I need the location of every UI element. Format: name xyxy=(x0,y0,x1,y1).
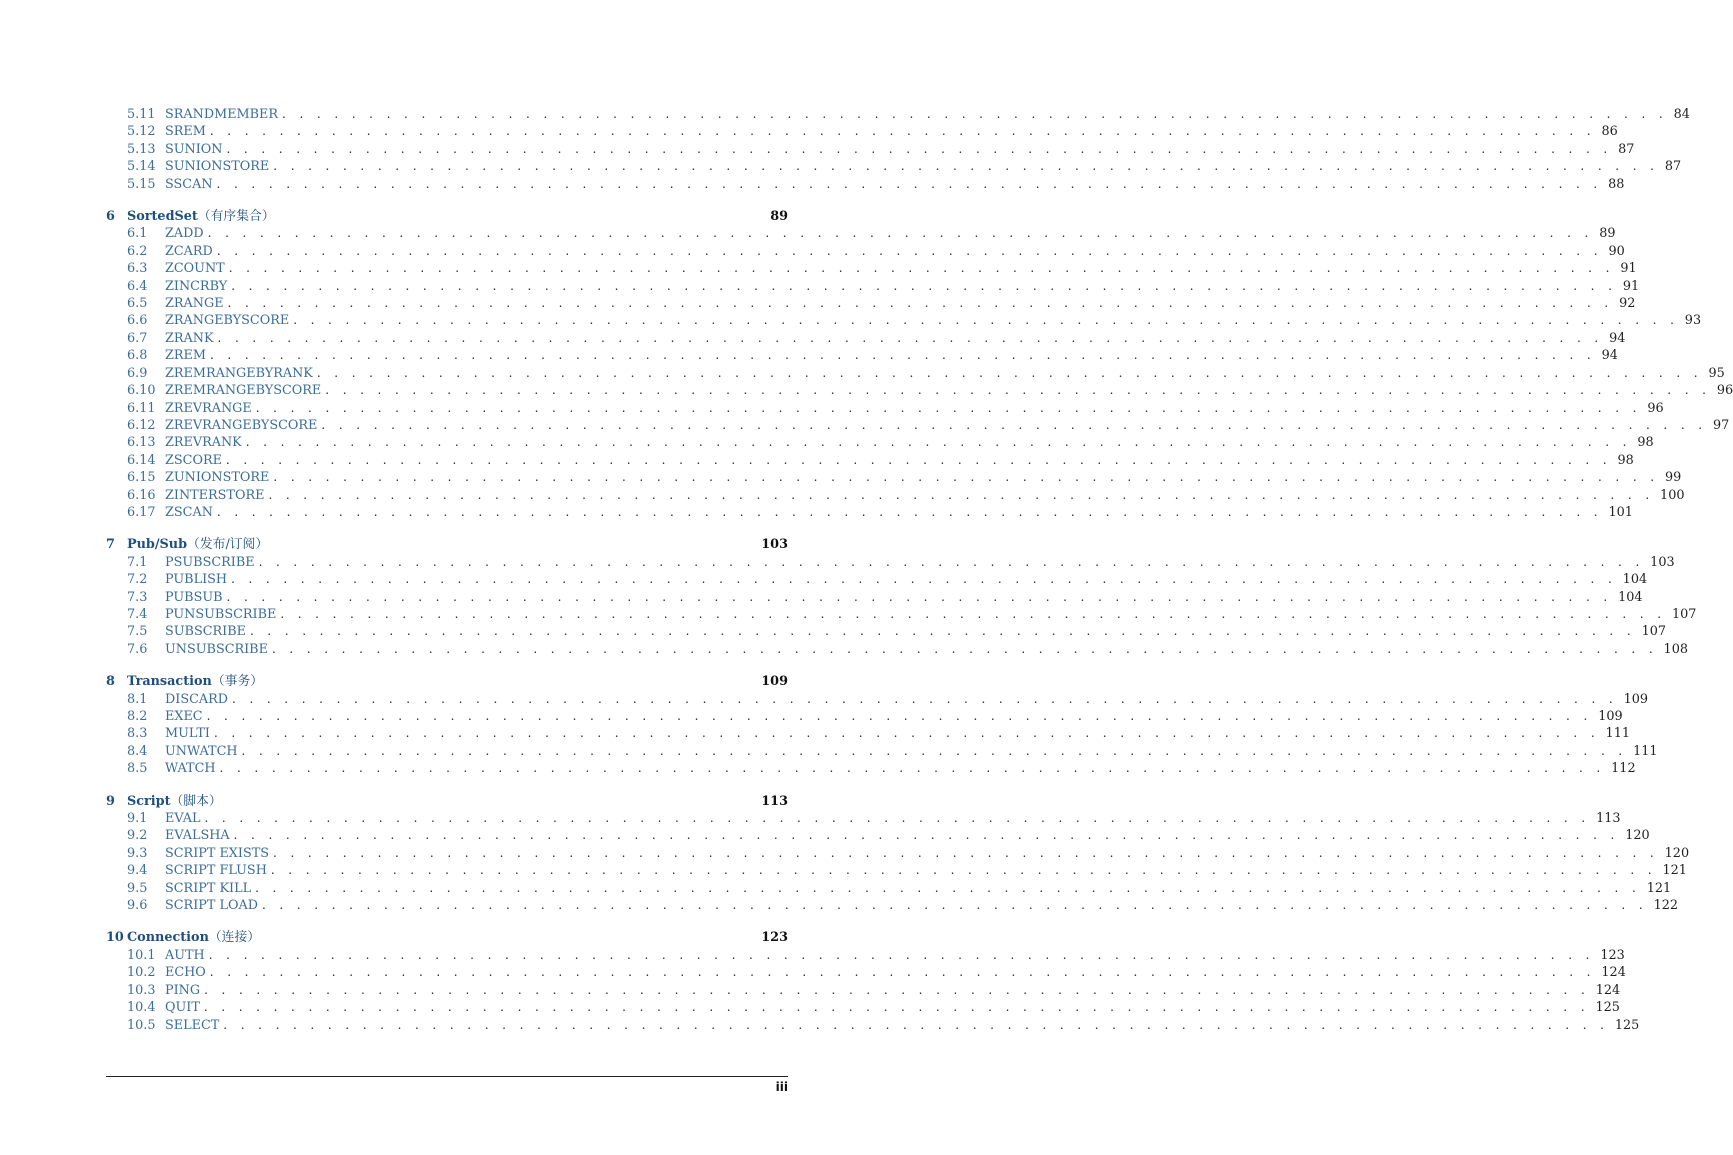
entry-title-link[interactable]: ZCARD xyxy=(165,243,213,259)
dot-leader: . . . . . . . . . . . . . . . . . . . . . . . . . . . . . . . . . . . . . . . . . . . . . . . . . . . . . . . . . . . . . . . . . . . . . . . . . . . . . . . . xyxy=(228,261,1615,276)
dot-leader: . . . . . . . . . . . . . . . . . . . . . . . . . . . . . . . . . . . . . . . . . . . . . . . . . . . . . . . . . . . . . . . . . . . . . . . . . . . . . . . . xyxy=(316,365,1703,380)
entry-number: 10.4 xyxy=(127,1000,156,1016)
chapter-title-chinese: （有序集合） xyxy=(197,209,275,225)
entry-page-number[interactable]: 111 xyxy=(1605,726,1630,742)
toc-entry[interactable] xyxy=(106,641,1688,658)
entry-title-link[interactable]: ZRANGEBYSCORE xyxy=(165,313,290,329)
entry-title-link[interactable]: ZINTERSTORE xyxy=(165,487,265,503)
entry-number: 8.1 xyxy=(127,691,148,707)
dot-leader: . . . . . . . . . . . . . . . . . . . . . . . . . . . . . . . . . . . . . . . . . . . . . . . . . . . . . . . . . . . . . . . . . . . . . . . . . . . . . . . . xyxy=(227,296,1614,311)
dot-leader: . . . . . . . . . . . . . . . . . . . . . . . . . . . . . . . . . . . . . . . . . . . . . . . . . . . . . . . . . . . . . . . . . . . . . . . . . . . . . . . . xyxy=(280,606,1666,621)
dot-leader: . . . . . . . . . . . . . . . . . . . . . . . . . . . . . . . . . . . . . . . . . . . . . . . . . . . . . . . . . . . . . . . . . . . . . . . . . . . . . . . . xyxy=(216,243,1603,258)
entry-title-link[interactable]: ZRANGE xyxy=(165,296,224,312)
toc-entry[interactable] xyxy=(106,365,1725,382)
dot-leader: . . . . . . . . . . . . . . . . . . . . . . . . . . . . . . . . . . . . . . . . . . . . . . . . . . . . . . . . . . . . . . . . . . . . . . . . . . . . . . . . xyxy=(206,709,1593,723)
chapter-title-text: Transaction xyxy=(127,674,212,690)
dot-leader: . . . . . . . . . . . . . . . . . . . . . . . . . . . . . . . . . . . . . . . . . . . . . . . . . . . . . . . . . . . . . . . . . . . . . . . . . . . . . . . . xyxy=(273,159,1659,174)
entry-number: 9.2 xyxy=(127,828,148,844)
entry-number: 10.2 xyxy=(127,965,156,981)
dot-leader: . . . . . . . . . . . . . . . . . . . . . . . . . . . . . . . . . . . . . . . . . . . . . . . . . . . . . . . . . . . . . . . . . . . . . . . . . . . . . . . . xyxy=(282,107,1668,121)
entry-title-link[interactable]: SCRIPT FLUSH xyxy=(165,863,267,879)
toc-entry[interactable] xyxy=(106,947,1625,964)
entry-page-number[interactable]: 111 xyxy=(1633,743,1658,759)
chapter-number: 10 xyxy=(106,930,124,946)
entry-page-number[interactable]: 98 xyxy=(1637,435,1654,451)
entry-page-number[interactable]: 90 xyxy=(1608,243,1625,259)
toc-entry[interactable] xyxy=(106,880,1672,897)
entry-number: 6.9 xyxy=(127,365,148,381)
footer-rule xyxy=(106,1076,788,1077)
toc-entry[interactable] xyxy=(106,347,1618,364)
dot-leader: . . . . . . . . . . . . . . . . . . . . . . . . . . . . . . . . . . . . . . . . . . . . . . . . . . . . . . . . . . . . . . . . . . . . . . . . . . . . . . . . xyxy=(209,124,1596,139)
toc-entry[interactable] xyxy=(106,330,1626,347)
dot-leader: . . . . . . . . . . . . . . . . . . . . . . . . . . . . . . . . . . . . . . . . . . . . . . . . . . . . . . . . . . . . . . . . . . . . . . . . . . . . . . . . xyxy=(231,572,1617,587)
entry-number: 6.8 xyxy=(127,348,148,364)
toc-entry[interactable] xyxy=(106,554,1675,571)
toc-entry[interactable] xyxy=(106,158,1682,175)
toc-entry[interactable] xyxy=(106,827,1650,844)
entry-page-number[interactable]: 100 xyxy=(1660,487,1685,503)
dot-leader: . . . . . . . . . . . . . . . . . . . . . . . . . . . . . . . . . . . . . . . . . . . . . . . . . . . . . . . . . . . . . . . . . . . . . . . . . . . . . . . . xyxy=(217,330,1604,345)
entry-title-link[interactable]: ZCOUNT xyxy=(165,261,225,277)
toc-entry[interactable] xyxy=(106,964,1626,981)
dot-leader: . . . . . . . . . . . . . . . . . . . . . . . . . . . . . . . . . . . . . . . . . . . . . . . . . . . . . . . . . . . . . . . . . . . . . . . . . . . . . . . . xyxy=(325,383,1711,398)
chapter-list xyxy=(106,208,1733,1034)
entry-number: 7.5 xyxy=(127,624,148,640)
toc-entry[interactable] xyxy=(106,760,1636,777)
dot-leader: . . . . . . . . . . . . . . . . . . . . . . . . . . . . . . . . . . . . . . . . . . . . . . . . . . . . . . . . . . . . . . . . . . . . . . . . . . . . . . . . xyxy=(241,743,1628,758)
toc-entry[interactable] xyxy=(106,123,1618,140)
chapter-title-chinese: （发布/订阅） xyxy=(187,537,269,553)
toc-entry[interactable] xyxy=(106,897,1678,914)
entry-number: 9.5 xyxy=(127,880,148,896)
entry-title-link[interactable]: PUBSUB xyxy=(165,589,223,605)
entry-title-link[interactable]: PUNSUBSCRIBE xyxy=(165,606,277,622)
entry-title-link[interactable]: SCRIPT LOAD xyxy=(165,898,258,914)
entry-number: 9.4 xyxy=(127,863,148,879)
toc-entry[interactable] xyxy=(106,504,1633,521)
dot-leader: . . . . . . . . . . . . . . . . . . . . . . . . . . . . . . . . . . . . . . . . . . . . . . . . . . . . . . . . . . . . . . . . . . . . . . . . . . . . . . . . xyxy=(271,641,1658,656)
chapter-heading[interactable] xyxy=(106,929,788,946)
toc-entry[interactable] xyxy=(106,487,1685,504)
entry-title-link[interactable]: SREM xyxy=(165,124,206,140)
dot-leader: . . . . . . . . . . . . . . . . . . . . . . . . . . . . . . . . . . . . . . . . . . . . . . . . . . . . . . . . . . . . . . . . . . . . . . . . . . . . . . . . xyxy=(245,435,1632,450)
entry-title-link[interactable]: SUNIONSTORE xyxy=(165,159,270,175)
dot-leader: . . . . . . . . . . . . . . . . . . . . . . . . . . . . . . . . . . . . . . . . . . . . . . . . . . . . . . . . . . . . . . . . . . . . . . . . . . . . . . . . xyxy=(321,417,1708,432)
entry-title-link[interactable]: SCRIPT EXISTS xyxy=(165,845,270,861)
chapter-title-text: SortedSet xyxy=(127,209,198,225)
entry-page-number[interactable]: 94 xyxy=(1601,348,1618,364)
entry-number: 10.3 xyxy=(127,982,156,998)
entry-title-link[interactable]: ZINCRBY xyxy=(165,278,228,294)
entry-number: 9.1 xyxy=(127,811,148,827)
entry-page-number[interactable]: 104 xyxy=(1622,572,1648,588)
entry-page-number[interactable]: 91 xyxy=(1622,278,1640,294)
entry-title-link[interactable]: ZREMRANGEBYRANK xyxy=(165,365,313,381)
entry-page-number[interactable]: 103 xyxy=(1650,554,1675,570)
chapter-title-link[interactable] xyxy=(127,929,761,946)
entry-title-link[interactable]: EXEC xyxy=(165,709,203,724)
entry-number: 7.4 xyxy=(127,606,148,622)
entry-title-link[interactable]: ZSCORE xyxy=(165,452,222,468)
entry-title-link[interactable]: PING xyxy=(165,982,201,998)
entry-title-link[interactable]: EVAL xyxy=(165,811,201,827)
entry-title-link[interactable]: ZADD xyxy=(165,226,204,242)
dot-leader: . . . . . . . . . . . . . . . . . . . . . . . . . . . . . . . . . . . . . . . . . . . . . . . . . . . . . . . . . . . . . . . . . . . . . . . . . . . . . . . . xyxy=(255,880,1641,895)
toc-entry[interactable] xyxy=(106,260,1637,277)
chapter-number: 6 xyxy=(106,209,115,225)
entry-page-number[interactable]: 123 xyxy=(1600,947,1625,963)
dot-leader: . . . . . . . . . . . . . . . . . . . . . . . . . . . . . . . . . . . . . . . . . . . . . . . . . . . . . . . . . . . . . . . . . . . . . . . . . . . . . . . . xyxy=(249,624,1636,639)
chapter-title-link[interactable] xyxy=(127,536,761,553)
entry-page-number[interactable]: 89 xyxy=(1599,226,1616,242)
dot-leader: . . . . . . . . . . . . . . . . . . . . . . . . . . . . . . . . . . . . . . . . . . . . . . . . . . . . . . . . . . . . . . . . . . . . . . . . . . . . . . . . xyxy=(268,487,1655,502)
dot-leader: . . . . . . . . . . . . . . . . . . . . . . . . . . . . . . . . . . . . . . . . . . . . . . . . . . . . . . . . . . . . . . . . . . . . . . . . . . . . . . . . xyxy=(258,554,1645,569)
entry-number: 7.1 xyxy=(127,554,148,570)
entry-title-link[interactable]: ZREVRANK xyxy=(165,435,242,451)
entry-number: 10.1 xyxy=(127,947,156,963)
entry-title-link[interactable]: SUBSCRIBE xyxy=(165,624,246,640)
dot-leader: . . . . . . . . . . . . . . . . . . . . . . . . . . . . . . . . . . . . . . . . . . . . . . . . . . . . . . . . . . . . . . . . . . . . . . . . . . . . . . . . xyxy=(209,965,1596,980)
entry-page-number[interactable]: 107 xyxy=(1641,624,1666,640)
chapter-title-link[interactable] xyxy=(127,208,770,225)
entry-title-link[interactable]: SELECT xyxy=(165,1017,220,1033)
entry-page-number[interactable]: 120 xyxy=(1664,845,1690,861)
entry-title-link[interactable]: UNSUBSCRIBE xyxy=(165,641,268,657)
dot-leader: . . . . . . . . . . . . . . . . . . . . . . . . . . . . . . . . . . . . . . . . . . . . . . . . . . . . . . . . . . . . . . . . . . . . . . . . . . . . . . . . xyxy=(208,947,1595,962)
entry-page-number[interactable]: 121 xyxy=(1662,863,1687,879)
entry-title-link[interactable]: SUNION xyxy=(165,141,223,157)
chapter-title-chinese: （事务） xyxy=(211,674,264,690)
entry-number: 5.12 xyxy=(127,124,156,140)
entry-number: 8.2 xyxy=(127,709,148,724)
entry-title-link[interactable]: DISCARD xyxy=(165,691,229,707)
chapter-title-link[interactable] xyxy=(127,793,761,810)
chapter-title-chinese: （连接） xyxy=(208,930,261,946)
entry-page-number[interactable]: 122 xyxy=(1653,898,1678,914)
entry-number: 6.10 xyxy=(127,383,156,399)
entry-page-number[interactable]: 125 xyxy=(1595,1000,1620,1016)
entry-page-number[interactable]: 88 xyxy=(1608,176,1625,192)
entry-page-number[interactable]: 84 xyxy=(1673,107,1690,122)
toc-entry[interactable] xyxy=(106,743,1658,760)
entry-title-link[interactable]: ZREVRANGE xyxy=(165,400,252,416)
entry-page-number[interactable]: 124 xyxy=(1601,965,1626,981)
dot-leader: . . . . . . . . . . . . . . . . . . . . . . . . . . . . . . . . . . . . . . . . . . . . . . . . . . . . . . . . . . . . . . . . . . . . . . . . . . . . . . . . xyxy=(213,726,1600,741)
toc-entry[interactable] xyxy=(106,312,1702,329)
dot-leader: . . . . . . . . . . . . . . . . . . . . . . . . . . . . . . . . . . . . . . . . . . . . . . . . . . . . . . . . . . . . . . . . . . . . . . . . . . . . . . . . xyxy=(226,589,1613,604)
chapter-title-text: Script xyxy=(127,793,171,809)
entry-title-link[interactable]: EVALSHA xyxy=(165,828,230,844)
dot-leader: . . . . . . . . . . . . . . . . . . . . . . . . . . . . . . . . . . . . . . . . . . . . . . . . . . . . . . . . . . . . . . . . . . . . . . . . . . . . . . . . xyxy=(204,982,1590,997)
toc-entry[interactable] xyxy=(106,141,1635,158)
chapter-title-link[interactable] xyxy=(127,673,761,690)
entry-number: 7.2 xyxy=(127,572,148,588)
dot-leader: . . . . . . . . . . . . . . . . . . . . . . . . . . . . . . . . . . . . . . . . . . . . . . . . . . . . . . . . . . . . . . . . . . . . . . . . . . . . . . . . xyxy=(209,348,1596,363)
toc-entry[interactable] xyxy=(106,469,1682,486)
entry-page-number[interactable]: 87 xyxy=(1664,159,1682,175)
entry-page-number[interactable]: 108 xyxy=(1663,641,1688,657)
toc-entry[interactable] xyxy=(106,452,1634,469)
toc-entry[interactable] xyxy=(106,278,1640,295)
dot-leader: . . . . . . . . . . . . . . . . . . . . . . . . . . . . . . . . . . . . . . . . . . . . . . . . . . . . . . . . . . . . . . . . . . . . . . . . . . . . . . . . xyxy=(216,176,1603,191)
dot-leader: . . . . . . . . . . . . . . . . . . . . . . . . . . . . . . . . . . . . . . . . . . . . . . . . . . . . . . . . . . . . . . . . . . . . . . . . . . . . . . . . xyxy=(233,828,1620,843)
entry-number: 6.16 xyxy=(127,487,156,503)
dot-leader: . . . . . . . . . . . . . . . . . . . . . . . . . . . . . . . . . . . . . . . . . . . . . . . . . . . . . . . . . . . . . . . . . . . . . . . . . . . . . . . . xyxy=(293,313,1679,328)
dot-leader: . . . . . . . . . . . . . . . . . . . . . . . . . . . . . . . . . . . . . . . . . . . . . . . . . . . . . . . . . . . . . . . . . . . . . . . . . . . . . . . . xyxy=(273,470,1659,485)
entry-page-number[interactable]: 124 xyxy=(1595,982,1621,998)
entry-number: 8.5 xyxy=(127,761,148,777)
entry-number: 6.11 xyxy=(127,400,156,416)
entry-page-number[interactable]: 104 xyxy=(1618,589,1643,605)
table-of-contents xyxy=(106,106,1733,1034)
toc-entry[interactable] xyxy=(106,810,1621,827)
dot-leader: . . . . . . . . . . . . . . . . . . . . . . . . . . . . . . . . . . . . . . . . . . . . . . . . . . . . . . . . . . . . . . . . . . . . . . . . . . . . . . . . xyxy=(223,1017,1609,1032)
entry-number: 5.14 xyxy=(127,159,156,175)
toc-entry[interactable] xyxy=(106,862,1687,879)
entry-page-number[interactable]: 109 xyxy=(1598,709,1623,724)
dot-leader: . . . . . . . . . . . . . . . . . . . . . . . . . . . . . . . . . . . . . . . . . . . . . . . . . . . . . . . . . . . . . . . . . . . . . . . . . . . . . . . . xyxy=(270,863,1657,878)
entry-number: 6.14 xyxy=(127,452,156,468)
entry-title-link[interactable]: QUIT xyxy=(165,1000,200,1016)
entry-number: 5.13 xyxy=(127,141,156,157)
entry-number: 9.6 xyxy=(127,898,148,914)
chapter-title-text: Pub/Sub xyxy=(127,537,188,553)
toc-entry[interactable] xyxy=(106,434,1654,451)
entry-title-link[interactable]: ZREMRANGEBYSCORE xyxy=(165,383,322,399)
entry-number: 6.4 xyxy=(127,278,148,294)
entry-number: 10.5 xyxy=(127,1017,156,1033)
entry-title-link[interactable]: ZRANK xyxy=(165,330,214,346)
entry-page-number[interactable]: 125 xyxy=(1614,1017,1640,1033)
entry-page-number[interactable]: 96 xyxy=(1647,400,1664,416)
entry-title-link[interactable]: SRANDMEMBER xyxy=(165,107,279,122)
entry-page-number[interactable]: 101 xyxy=(1608,504,1633,520)
toc-entry[interactable] xyxy=(106,295,1636,312)
entry-number: 6.5 xyxy=(127,296,148,312)
entry-number: 6.1 xyxy=(127,226,148,242)
entry-title-link[interactable]: WATCH xyxy=(165,761,216,777)
toc-entry[interactable] xyxy=(106,623,1666,640)
entry-title-link[interactable]: PSUBSCRIBE xyxy=(165,554,255,570)
chapter-number: 9 xyxy=(106,793,115,809)
entry-page-number[interactable]: 86 xyxy=(1601,124,1618,140)
toc-entry[interactable] xyxy=(106,243,1625,260)
entry-page-number[interactable]: 92 xyxy=(1619,296,1636,312)
toc-entry[interactable] xyxy=(106,1017,1640,1034)
entry-number: 8.3 xyxy=(127,726,148,742)
entry-number: 7.6 xyxy=(127,641,148,657)
footer-page-number: iii xyxy=(775,1080,788,1094)
toc-entry[interactable] xyxy=(106,225,1616,242)
toc-entry[interactable] xyxy=(106,725,1630,742)
dot-leader: . . . . . . . . . . . . . . . . . . . . . . . . . . . . . . . . . . . . . . . . . . . . . . . . . . . . . . . . . . . . . . . . . . . . . . . . . . . . . . . . xyxy=(216,504,1603,519)
chapter-number: 8 xyxy=(106,674,115,690)
entry-page-number[interactable]: 121 xyxy=(1646,880,1672,896)
entry-page-number[interactable]: 94 xyxy=(1609,330,1626,346)
entry-number: 6.15 xyxy=(127,470,156,486)
entry-title-link[interactable]: SSCAN xyxy=(165,176,213,192)
dot-leader: . . . . . . . . . . . . . . . . . . . . . . . . . . . . . . . . . . . . . . . . . . . . . . . . . . . . . . . . . . . . . . . . . . . . . . . . . . . . . . . . xyxy=(203,1000,1590,1015)
entry-page-number[interactable]: 107 xyxy=(1671,606,1697,622)
entry-page-number[interactable]: 99 xyxy=(1665,470,1682,486)
toc-entry[interactable] xyxy=(106,708,1623,725)
toc-entry[interactable] xyxy=(106,382,1733,399)
entry-page-number[interactable]: 91 xyxy=(1620,261,1637,277)
entry-title-link[interactable]: ZSCAN xyxy=(165,504,213,520)
entry-page-number[interactable]: 96 xyxy=(1716,383,1733,399)
toc-entry[interactable] xyxy=(106,571,1648,588)
entry-number: 5.15 xyxy=(127,176,156,192)
entry-number: 7.3 xyxy=(127,589,148,605)
toc-entry[interactable] xyxy=(106,400,1664,417)
dot-leader: . . . . . . . . . . . . . . . . . . . . . . . . . . . . . . . . . . . . . . . . . . . . . . . . . . . . . . . . . . . . . . . . . . . . . . . . . . . . . . . . xyxy=(231,278,1617,293)
entry-title-link[interactable]: UNWATCH xyxy=(165,743,238,759)
entry-title-link[interactable]: SCRIPT KILL xyxy=(165,880,252,896)
entry-number: 6.3 xyxy=(127,261,148,277)
chapter-title-text: Connection xyxy=(127,930,209,946)
toc-entry[interactable] xyxy=(106,606,1697,623)
entry-number: 6.2 xyxy=(127,243,148,259)
entry-page-number[interactable]: 113 xyxy=(1596,811,1621,827)
entry-page-number[interactable]: 120 xyxy=(1625,828,1650,844)
entry-number: 6.7 xyxy=(127,330,148,346)
chapter-page-number[interactable]: 109 xyxy=(761,674,788,690)
chapter-title-chinese: （脚本） xyxy=(170,793,222,809)
dot-leader: . . . . . . . . . . . . . . . . . . . . . . . . . . . . . . . . . . . . . . . . . . . . . . . . . . . . . . . . . . . . . . . . . . . . . . . . . . . . . . . . xyxy=(219,761,1606,776)
dot-leader: . . . . . . . . . . . . . . . . . . . . . . . . . . . . . . . . . . . . . . . . . . . . . . . . . . . . . . . . . . . . . . . . . . . . . . . . . . . . . . . . xyxy=(207,226,1594,241)
entry-page-number[interactable]: 95 xyxy=(1708,365,1725,381)
entry-title-link[interactable]: ZREVRANGEBYSCORE xyxy=(165,417,318,433)
entry-title-link[interactable]: ZREM xyxy=(165,348,206,364)
entry-number: 6.12 xyxy=(127,417,156,433)
chapter-page-number[interactable]: 103 xyxy=(761,537,788,553)
entry-page-number[interactable]: 93 xyxy=(1684,313,1702,329)
dot-leader: . . . . . . . . . . . . . . . . . . . . . . . . . . . . . . . . . . . . . . . . . . . . . . . . . . . . . . . . . . . . . . . . . . . . . . . . . . . . . . . . xyxy=(225,452,1612,467)
entry-number: 6.6 xyxy=(127,313,148,329)
entry-title-link[interactable]: MULTI xyxy=(165,726,210,742)
entry-page-number[interactable]: 112 xyxy=(1611,761,1636,777)
toc-entry[interactable] xyxy=(106,417,1730,434)
chapter-heading[interactable] xyxy=(106,208,788,225)
toc-entry[interactable] xyxy=(106,589,1643,606)
toc-entry[interactable] xyxy=(106,845,1690,862)
entry-page-number[interactable]: 109 xyxy=(1623,691,1649,707)
toc-entry[interactable] xyxy=(106,982,1621,999)
entry-title-link[interactable]: ZUNIONSTORE xyxy=(165,470,270,486)
chapter-heading[interactable] xyxy=(106,793,788,810)
entry-title-link[interactable]: PUBLISH xyxy=(165,572,228,588)
dot-leader: . . . . . . . . . . . . . . . . . . . . . . . . . . . . . . . . . . . . . . . . . . . . . . . . . . . . . . . . . . . . . . . . . . . . . . . . . . . . . . . . xyxy=(232,691,1618,706)
chapter-page-number[interactable]: 89 xyxy=(770,209,788,225)
entry-page-number[interactable]: 97 xyxy=(1713,417,1730,433)
toc-entry[interactable] xyxy=(106,999,1620,1016)
toc-entry[interactable] xyxy=(106,691,1649,708)
chapter-heading[interactable] xyxy=(106,536,788,553)
chapter-number: 7 xyxy=(106,537,115,553)
entry-number: 6.17 xyxy=(127,504,156,520)
chapter-page-number[interactable]: 123 xyxy=(761,930,788,946)
entry-page-number[interactable]: 98 xyxy=(1617,452,1634,468)
entry-page-number[interactable]: 87 xyxy=(1618,141,1635,157)
entry-number: 6.13 xyxy=(127,435,156,451)
entry-title-link[interactable]: ECHO xyxy=(165,965,206,981)
toc-entry[interactable] xyxy=(106,176,1625,193)
chapter-heading[interactable] xyxy=(106,673,788,690)
dot-leader: . . . . . . . . . . . . . . . . . . . . . . . . . . . . . . . . . . . . . . . . . . . . . . . . . . . . . . . . . . . . . . . . . . . . . . . . . . . . . . . . xyxy=(273,845,1659,860)
dot-leader: . . . . . . . . . . . . . . . . . . . . . . . . . . . . . . . . . . . . . . . . . . . . . . . . . . . . . . . . . . . . . . . . . . . . . . . . . . . . . . . . xyxy=(204,811,1591,826)
dot-leader: . . . . . . . . . . . . . . . . . . . . . . . . . . . . . . . . . . . . . . . . . . . . . . . . . . . . . . . . . . . . . . . . . . . . . . . . . . . . . . . . xyxy=(226,141,1613,156)
entry-number: 8.4 xyxy=(127,743,148,759)
chapter-page-number[interactable]: 113 xyxy=(761,793,788,809)
entry-number: 5.11 xyxy=(127,107,156,122)
entry-number: 9.3 xyxy=(127,845,148,861)
entry-title-link[interactable]: AUTH xyxy=(165,947,205,963)
leading-entries xyxy=(106,106,1690,193)
dot-leader: . . . . . . . . . . . . . . . . . . . . . . . . . . . . . . . . . . . . . . . . . . . . . . . . . . . . . . . . . . . . . . . . . . . . . . . . . . . . . . . . xyxy=(255,400,1642,415)
toc-entry[interactable] xyxy=(106,106,1690,123)
dot-leader: . . . . . . . . . . . . . . . . . . . . . . . . . . . . . . . . . . . . . . . . . . . . . . . . . . . . . . . . . . . . . . . . . . . . . . . . . . . . . . . . xyxy=(261,898,1648,913)
